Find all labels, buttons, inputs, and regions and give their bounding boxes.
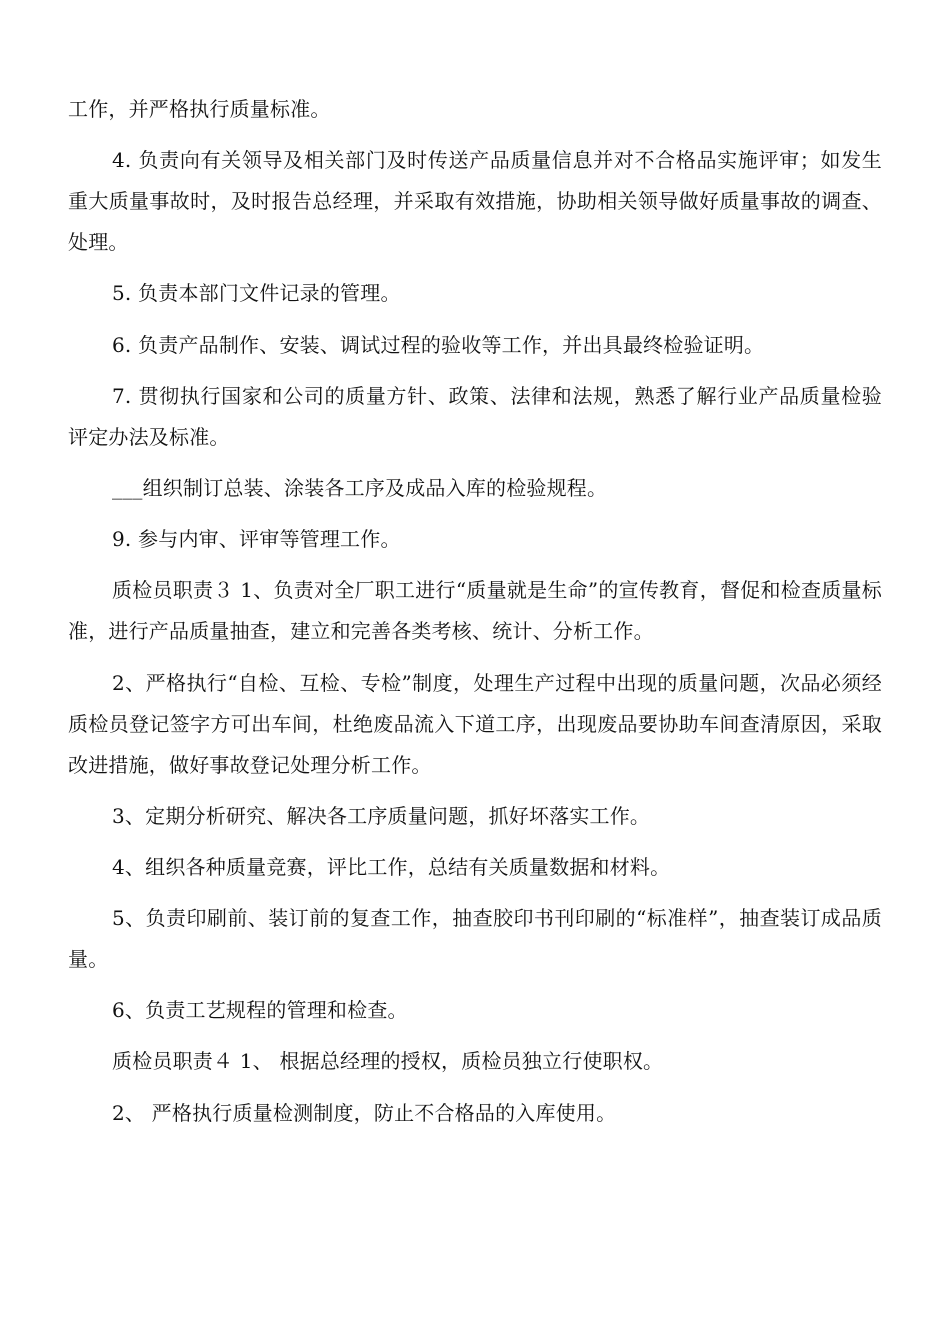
paragraph-duties-3-item-2: 2、严格执行“自检、互检、专检”制度，处理生产过程中出现的质量问题，次品必须经质检员登记签字方可出车间，杜绝废品流入下道工序，出现废品要协助车间查清原因，采取改进措施，做好事故登记处理分析工作。 — [68, 670, 882, 777]
paragraph-item-9: 9. 参与内审、评审等管理工作。 — [112, 527, 401, 552]
paragraph-item-8: ___组织制订总装、涂装各工序及成品入库的检验规程。 — [112, 475, 608, 500]
paragraph-continuation: 工作，并严格执行质量标准。 — [68, 97, 331, 121]
paragraph-item-6: 6. 负责产品制作、安装、调试过程的验收等工作，并出具最终检验证明。 — [112, 332, 765, 357]
paragraph-item-4: 4. 负责向有关领导及相关部门及时传送产品质量信息并对不合格品实施评审；如发生重大质量事故时，及时报告总经理，并采取有效措施，协助相关领导做好质量事故的调查、处理。 — [68, 148, 882, 255]
paragraph-duties-4-item-2: 2、 严格执行质量检测制度，防止不合格品的入库使用。 — [112, 1100, 617, 1125]
document-body — [68, 89, 882, 1144]
paragraph-duties-3-item-4: 4、组织各种质量竞赛，评比工作，总结有关质量数据和材料。 — [112, 854, 671, 879]
paragraph-duties-3-item-5: 5、负责印刷前、装订前的复查工作，抽查胶印书刊印刷的“标准样”，抽查装订成品质量。 — [68, 906, 882, 972]
paragraph-duties-3-item-6: 6、负责工艺规程的管理和检查。 — [112, 998, 408, 1023]
paragraph-duties-3-item-1: 质检员职责３ 1、负责对全厂职工进行“质量就是生命”的宣传教育，督促和检查质量标准，进行产品质量抽查，建立和完善各类考核、统计、分析工作。 — [68, 578, 882, 644]
paragraph-duties-3-item-3: 3、定期分析研究、解决各工序质量问题，抓好坏落实工作。 — [112, 803, 651, 828]
paragraph-item-7: 7. 贯彻执行国家和公司的质量方针、政策、法律和法规，熟悉了解行业产品质量检验评定办法及标准。 — [68, 383, 882, 449]
paragraph-item-5: 5. 负责本部门文件记录的管理。 — [112, 281, 401, 306]
paragraph-duties-4-item-1: 质检员职责４ 1、 根据总经理的授权，质检员独立行使职权。 — [112, 1049, 664, 1074]
